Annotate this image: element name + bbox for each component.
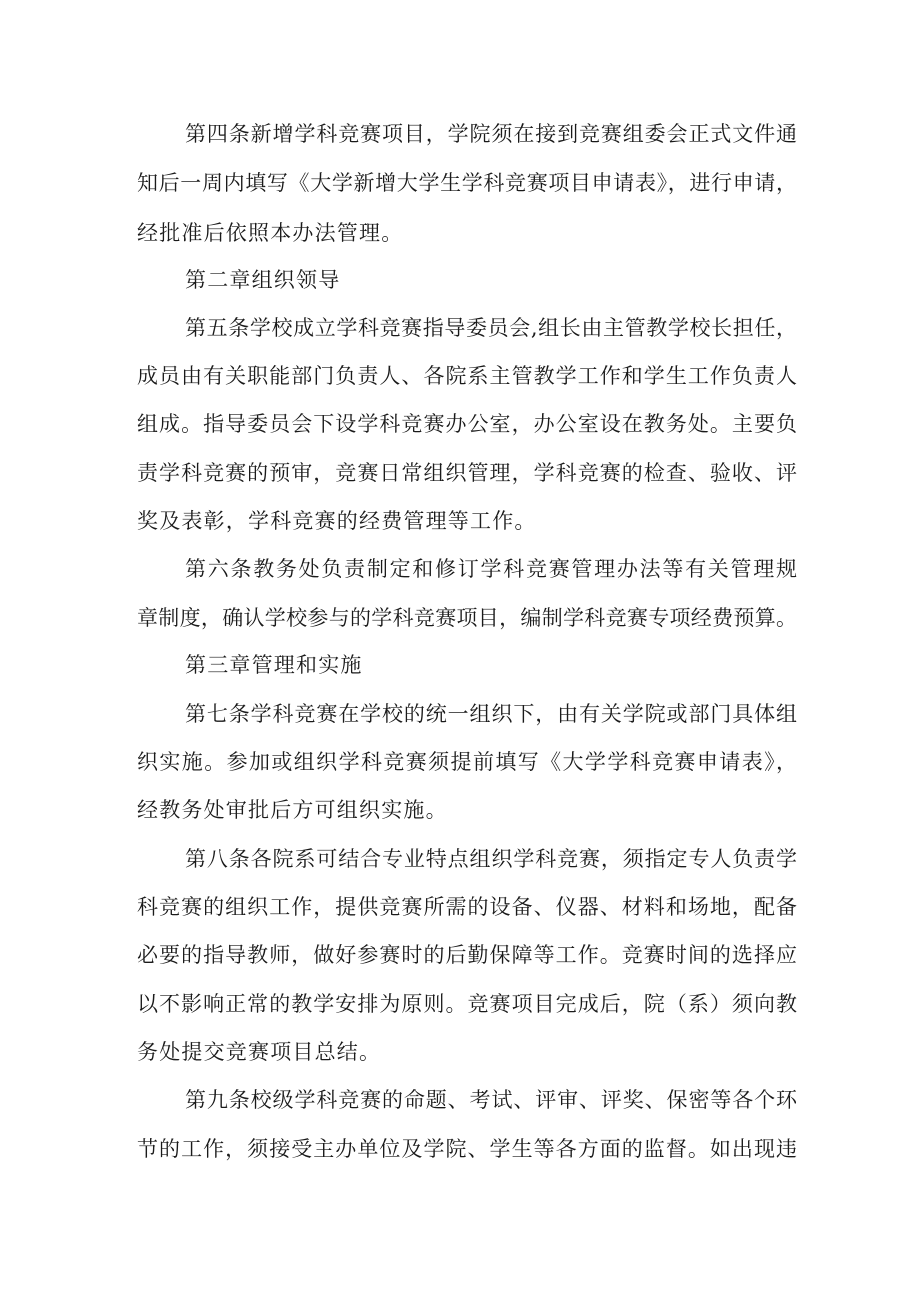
article-4-line-2: 知后一周内填写《大学新增大学生学科竞赛项目申请表》，进行申请， [137, 171, 797, 195]
article-8-line-3: 必要的指导教师，做好参赛时的后勤保障等工作。竞赛时间的选择应 [137, 943, 797, 967]
article-5-line-1: 第五条学校成立学科竞赛指导委员会,组长由主管教学校长担任， [185, 316, 797, 340]
article-8-line-5: 务处提交竞赛项目总结。 [137, 1040, 382, 1064]
article-9-line-2: 节的工作，须接受主办单位及学院、学生等各方面的监督。如出现违 [137, 1137, 797, 1161]
article-6-line-2: 章制度，确认学校参与的学科竞赛项目，编制学科竞赛专项经费预算。 [137, 606, 797, 630]
article-7-line-3: 经教务处审批后方可组织实施。 [137, 798, 448, 822]
article-5-line-4: 责学科竞赛的预审，竞赛日常组织管理，学科竞赛的检查、验收、评 [137, 461, 797, 485]
article-9-line-1: 第九条校级学科竞赛的命题、考试、评审、评奖、保密等各个环 [185, 1088, 797, 1112]
article-4-line-3: 经批准后依照本办法管理。 [137, 221, 404, 245]
article-8-line-1: 第八条各院系可结合专业特点组织学科竞赛，须指定专人负责学 [185, 847, 797, 871]
article-5-line-5: 奖及表彰，学科竞赛的经费管理等工作。 [137, 509, 537, 533]
article-8-line-2: 科竞赛的组织工作，提供竞赛所需的设备、仪器、材料和场地，配备 [137, 895, 797, 919]
article-5-line-2: 成员由有关职能部门负责人、各院系主管教学工作和学生工作负责人 [137, 364, 797, 388]
article-5-line-3: 组成。指导委员会下设学科竞赛办公室，办公室设在教务处。主要负 [137, 412, 797, 436]
article-6-line-1: 第六条教务处负责制定和修订学科竞赛管理办法等有关管理规 [185, 557, 797, 581]
article-8-line-4: 以不影响正常的教学安排为原则。竞赛项目完成后，院（系）须向教 [137, 992, 797, 1016]
article-7-line-2: 织实施。参加或组织学科竞赛须提前填写《大学学科竞赛申请表》， [137, 750, 797, 774]
chapter-3-heading: 第三章管理和实施 [185, 653, 363, 677]
chapter-2-heading: 第二章组织领导 [185, 268, 341, 292]
article-4-line-1: 第四条新增学科竞赛项目，学院须在接到竞赛组委会正式文件通 [185, 122, 797, 146]
article-7-line-1: 第七条学科竞赛在学校的统一组织下，由有关学院或部门具体组 [185, 702, 797, 726]
